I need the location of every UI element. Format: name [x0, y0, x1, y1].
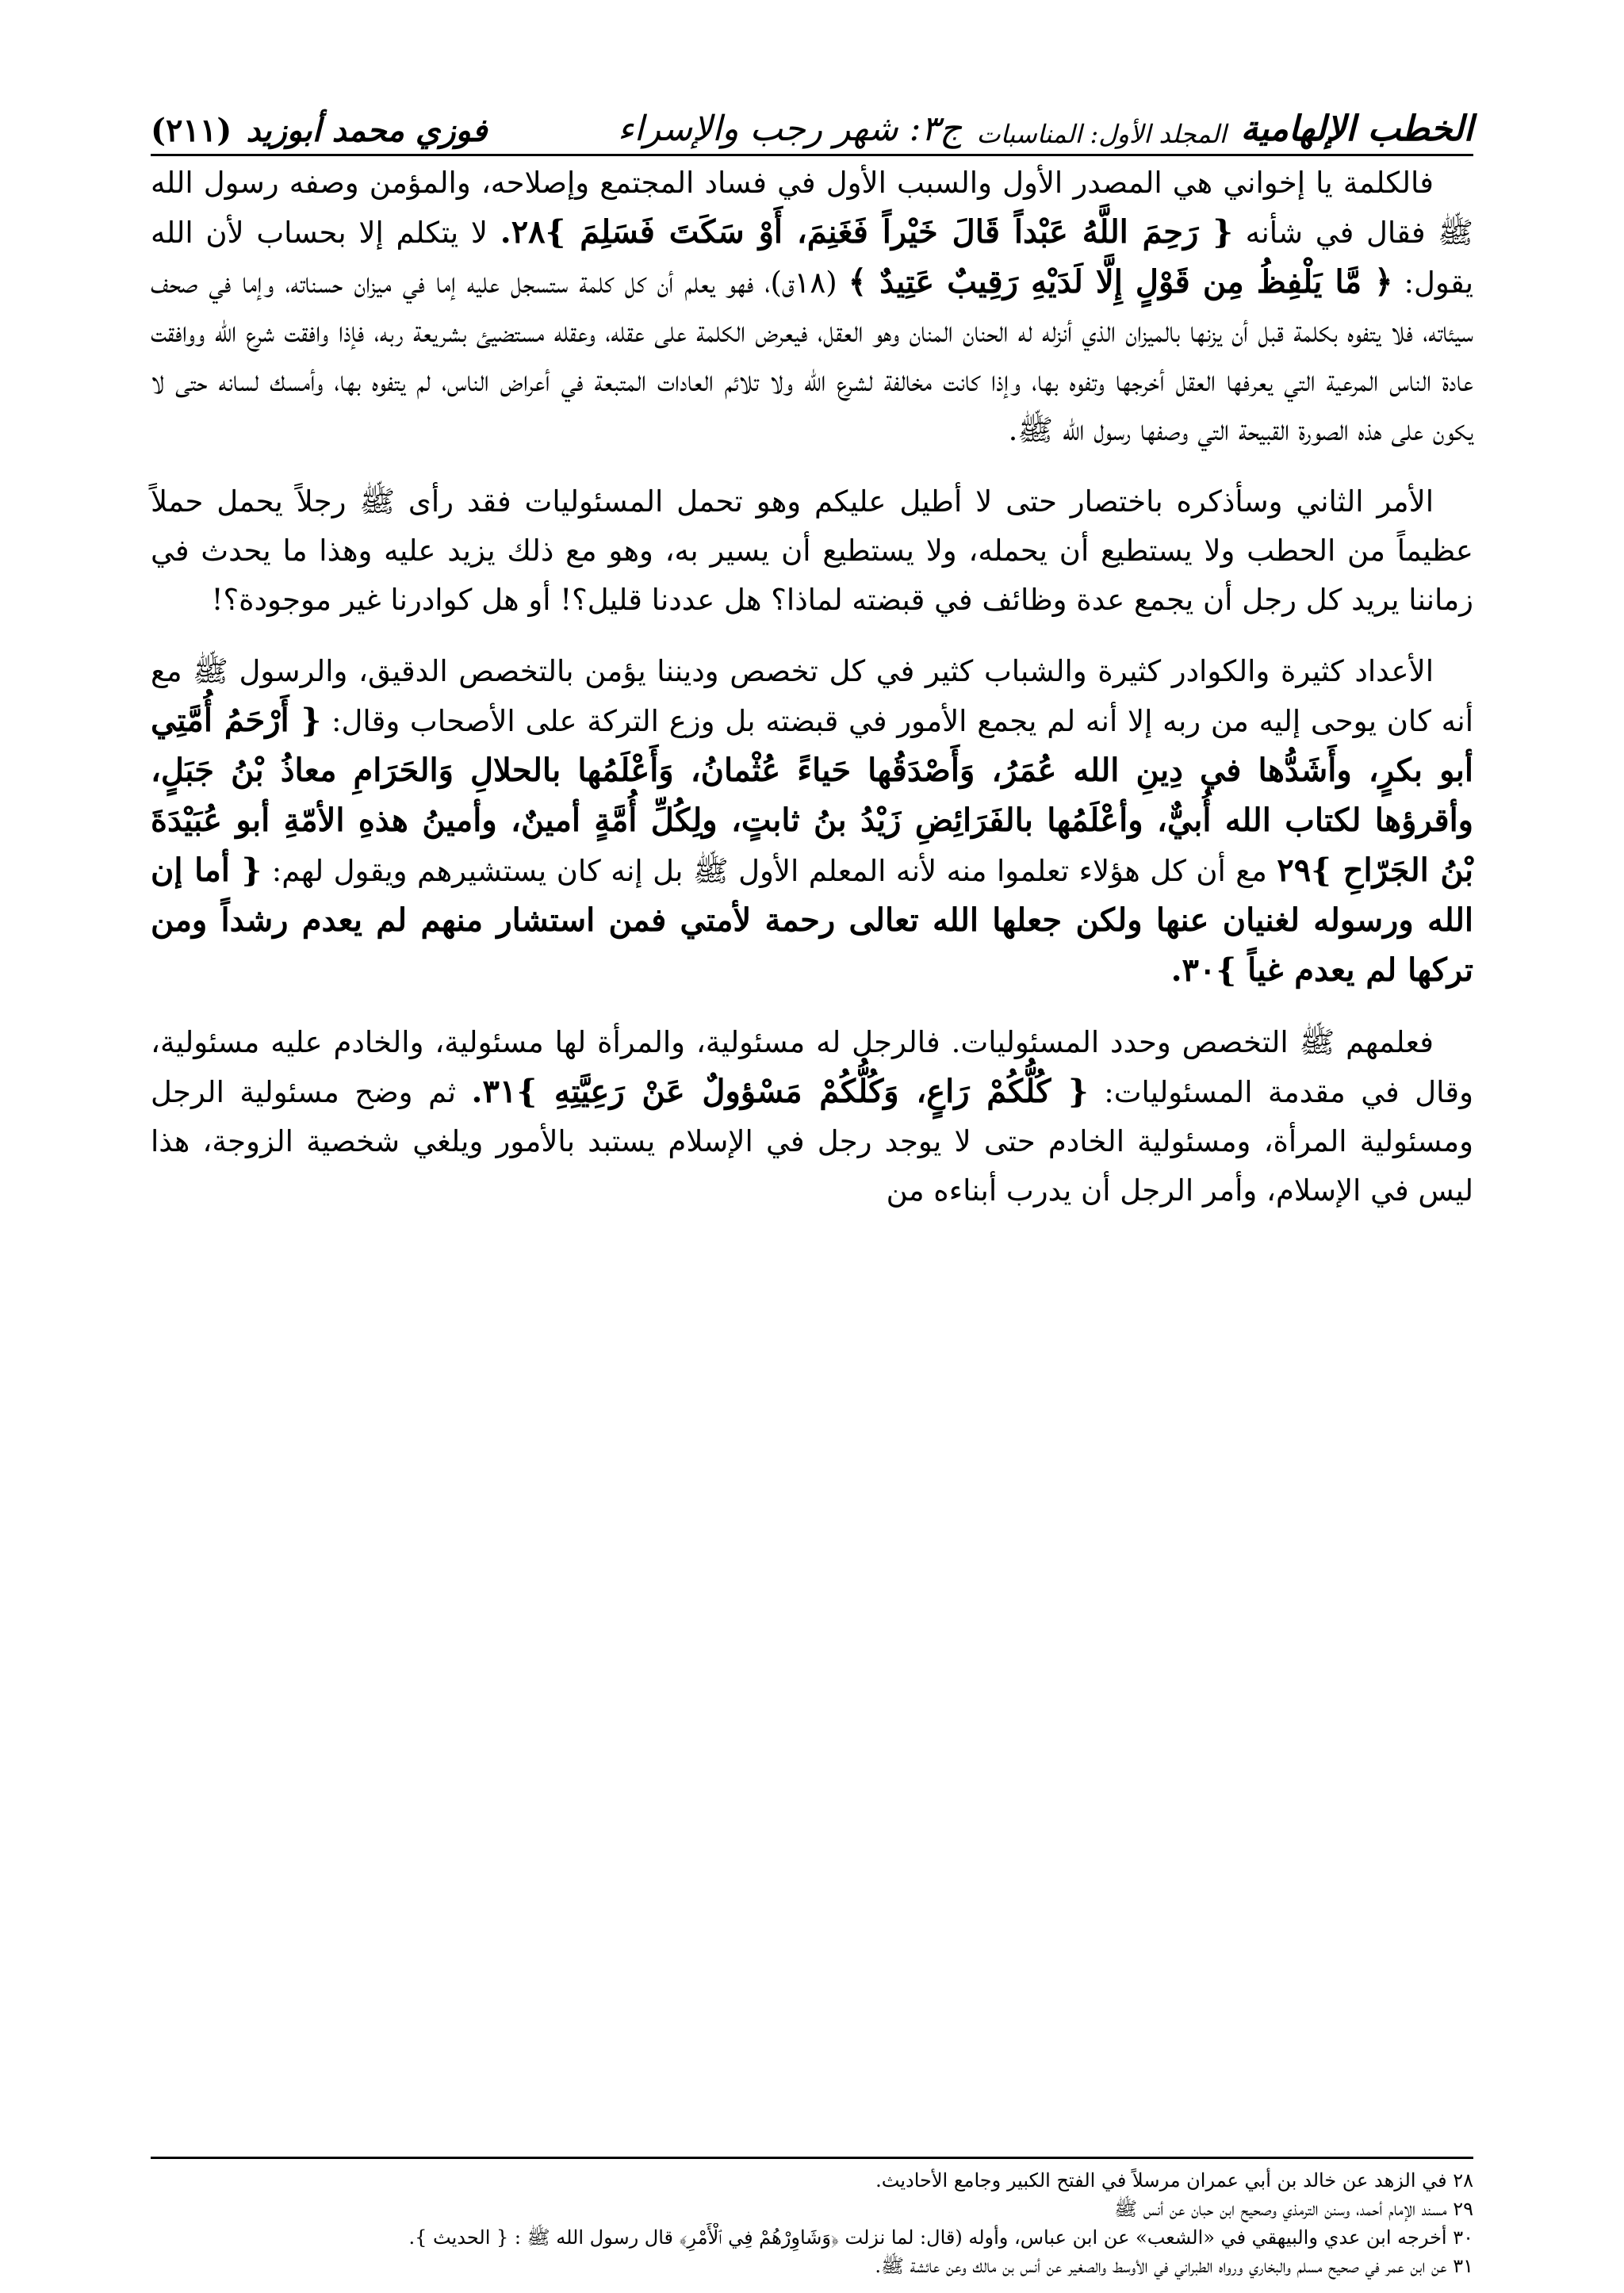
paragraph-text: فالكلمة يا إخواني هي المصدر الأول والسبب الأول في فساد المجتمع وإصلاحه، والمؤمن وصفه رسول الله ﷺ فقال في شأنه	[151, 166, 1473, 250]
quotation: { أما إن الله ورسوله لغنيان عنها ولكن جعلها الله تعالى رحمة لأمتي فمن استشار منهم لم يعدم رشداً ومن تركها لم يعدم غياً }٣٠.	[151, 852, 1473, 989]
volume-label: المجلد الأول: المناسبات	[976, 119, 1227, 149]
footnote: ٣١ عن ابن عمر في صحيح مسلم والبخاري ورواه الطبراني في الأوسط والصغير عن أنس بن مالك وعن عائشة ﷺ.	[875, 2255, 1473, 2277]
page-header	[151, 94, 1473, 149]
footnote: ٢٩ مسند الإمام أحمد، وسنن الترمذي وصحيح ابن حبان عن أنس ﷺ	[1114, 2198, 1473, 2220]
paragraph	[151, 1018, 1473, 1215]
paragraph-text: الأمر الثاني وسأذكره باختصار حتى لا أطيل عليكم وهو تحمل المسئوليات فقد رأى ﷺ رجلاً يحمل حملاً عظيماً من الحطب ولا يستطيع أن يحمله، ولا يستطيع أن يسير به، وهو مع ذلك يزيد عليه وهذا ما يحدث في زماننا يريد كل رجل أن يجمع عدة وظائف في قبضته لماذا؟ هل عددنا قليل؟! أو هل كوادرنا غير موجودة؟!	[151, 484, 1473, 617]
paragraph	[151, 159, 1473, 455]
quotation: ﴿ مَّا يَلْفِظُ مِن قَوْلٍ إِلَّا لَدَيْهِ رَقِيبٌ عَتِيدٌ ﴾	[848, 263, 1393, 301]
paragraph-text: ثم وضح مسئولية الرجل ومسئولية المرأة، ومسئولية الخادم حتى لا يوجد رجل في الإسلام يستبد بالأمور ويلغي شخصية الزوجة، هذا ليس في الإسلام، وأمر الرجل أن يدرب أبناءه من	[151, 1075, 1473, 1208]
footnotes	[151, 2166, 1473, 2280]
quotation: { أَرْحَمُ أُمَّتِي أبو بكرٍ، وأَشَدُّها في دِينِ الله عُمَرُ، وَأَصْدَقُها حَياءً عُثْمانُ، وَأَعْلَمُها بالحلالِ وَالحَرَامِ معاذُ بْنُ جَبَلٍ، وأقرؤها لكتاب الله أُبيٌّ، وأعْلَمُها بالفَرَائِضِ زَيْدُ بنُ ثابتٍ، ولِكُلِّ أُمَّةٍ أمينٌ، وأمينُ هذهِ الأمّةِ أبو عُبَيْدَةَ بْنُ الجَرّاحِ }٢٩	[151, 702, 1474, 889]
body-text	[151, 159, 1473, 1238]
quotation: { كُلُّكُمْ رَاعٍ، وَكُلُّكُمْ مَسْؤولٌ عَنْ رَعِيَّتِهِ }٣١.	[471, 1073, 1089, 1110]
footnote-rule	[151, 2157, 1473, 2159]
book-title: الخطب الإلهامية	[1240, 109, 1473, 149]
paragraph-text: مع أن كل هؤلاء تعلموا منه لأنه المعلم الأول ﷺ بل إنه كان يستشيرهم ويقول لهم:	[262, 854, 1277, 888]
header-right-group	[618, 109, 1473, 149]
paragraph-text: فعلمهم ﷺ التخصص وحدد المسئوليات. فالرجل له مسئولية، والمرأة لها مسئولية، والخادم عليه مسئولية، وقال في مقدمة المسئوليات:	[151, 1025, 1473, 1109]
quotation: { رَحِمَ اللَّهُ عَبْداً قَالَ خَيْراً فَغَنِمَ، أَوْ سَكَتَ فَسَلِمَ }٢٨.	[500, 213, 1233, 251]
part-label: ج٣: شهر رجب والإسراء	[617, 109, 963, 149]
author-name: فوزي محمد أبوزيد	[246, 112, 488, 149]
paragraph	[151, 477, 1473, 625]
header-rule	[151, 154, 1473, 156]
footnote: ٣٠ أخرجه ابن عدي والبيهقي في «الشعب» عن ابن عباس، وأوله (قال: لما نزلت ﴿وَشَاوِرْهُمْ فِي ٱلْأَمْرِ﴾ قال رسول الله ﷺ : { الحديث }.	[408, 2226, 1473, 2249]
page-number: (٢١١)	[151, 112, 232, 149]
paragraph	[151, 647, 1473, 996]
paragraph-text: الأعداد كثيرة والكوادر كثيرة والشباب كثير في كل تخصص وديننا يؤمن بالتخصص الدقيق، والرسول ﷺ مع أنه كان يوحى إليه من ربه إلا أنه لم يجمع الأمور في قبضته بل وزع التركة على الأصحاب وقال:	[151, 654, 1473, 738]
footnote: ٢٨ في الزهد عن خالد بن أبي عمران مرسلاً في الفتح الكبير وجامع الأحاديث.	[875, 2169, 1473, 2192]
paragraph-text: (١٨ق)، فهو يعلم أن كل كلمة ستسجل عليه إما في ميزان حسناته، وإما في صحف سيئاته، فلا يتفوه بكلمة قبل أن يزنها بالميزان الذي أنزله له الحنان المنان وهو العقل، فيعرض الكلمة على عقله، وعقله مستضيئ بشريعة ربه، فإذا وافقت شرع الله ووافقت عادة الناس المرعية التي يعرفها العقل أخرجها وتفوه بها، وإذا كانت مخالفة لشرع الله ولا تلائم العادات المتبعة في أعراض الناس، لم يتفوه بها، وأمسك لسانه حتى لا يكون على هذه الصورة القبيحة التي وصفها رسول الله ﷺ.	[151, 266, 1473, 447]
header-left-group	[151, 112, 487, 149]
paragraph-text: لا يتكلم إلا بحساب لأن الله يقول:	[151, 216, 1473, 300]
